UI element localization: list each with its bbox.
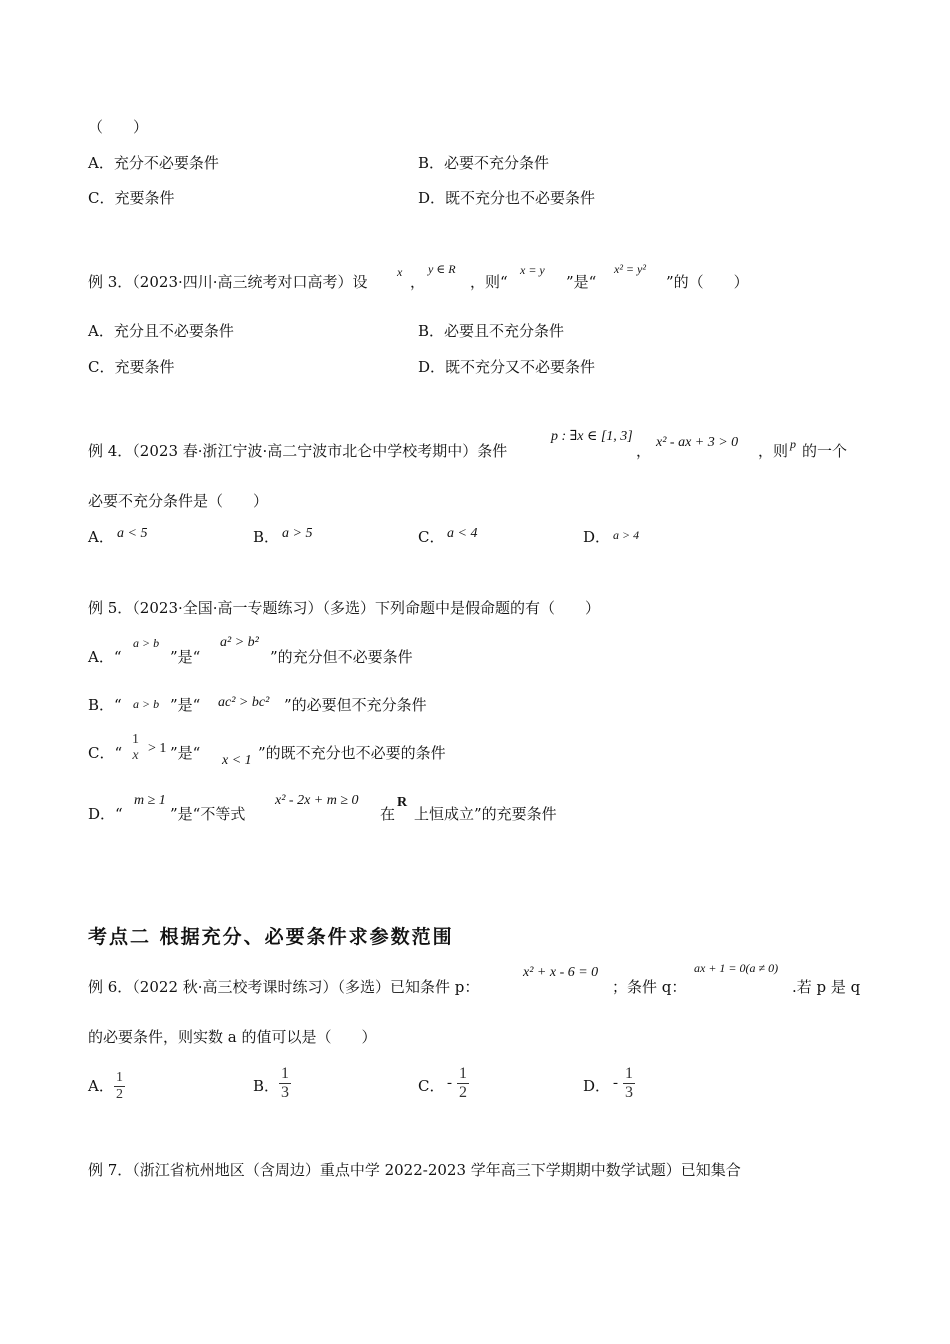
q4-comma: ，	[636, 442, 652, 460]
q5-option-a-cond1: a > b	[133, 636, 160, 650]
q5-option-c-fraction	[130, 732, 141, 764]
q5-option-c-den: x	[132, 748, 139, 763]
q2-option-c: C．充要条件	[88, 189, 175, 207]
q2-option-b: B．必要不充分条件	[418, 154, 550, 172]
q4-var-p: p	[790, 437, 796, 451]
q3-cond2: x² = y²	[614, 262, 646, 276]
q6-option-c-den: 2	[459, 1084, 467, 1101]
q5-option-b-cond1: a > b	[133, 697, 160, 711]
q5-option-b-end: ”的必要但不充分条件	[284, 696, 427, 714]
q3-option-b: B．必要且不充分条件	[418, 322, 565, 340]
q4-option-d: a > 4	[613, 528, 640, 542]
q3-var-x: x	[397, 265, 403, 279]
q4-option-d-label: D．	[583, 528, 611, 546]
q5-option-d-end: 上恒成立”的充要条件	[414, 805, 557, 823]
q6-option-b-label: B．	[253, 1077, 280, 1095]
q3-prefix: 例 3．（2023·四川·高三统考对口高考）设	[88, 273, 368, 291]
q6-option-c-label: C．	[418, 1077, 445, 1095]
q4-prefix: 例 4．（2023 春·浙江宁波·高二宁波市北仑中学校考期中）条件	[88, 442, 508, 460]
q5-option-c-num: 1	[132, 732, 139, 747]
q6-option-b-den: 3	[281, 1084, 289, 1101]
q6-option-c-sign: -	[447, 1075, 452, 1091]
q5-stem: 例 5．（2023·全国·高一专题练习）（多选）下列命题中是假命题的有（ ）	[88, 599, 601, 617]
q4-option-c-label: C．	[418, 528, 445, 546]
q5-option-a-label: A．“	[88, 648, 122, 666]
q3-is: ”是“	[566, 273, 597, 291]
q5-option-d-label: D．“	[88, 805, 123, 823]
q3-cond1: x = y	[520, 263, 545, 277]
q7-stem: 例 7．（浙江省杭州地区（含周边）重点中学 2022-2023 学年高三下学期期中数学试题）已知集合	[88, 1161, 741, 1179]
q6-prefix: 例 6．（2022 秋·高三校考课时练习）（多选）已知条件 p：	[88, 978, 480, 996]
q5-option-d-r: R	[397, 795, 408, 810]
q3-suffix: ”的（ ）	[666, 273, 749, 291]
q6-option-b-num: 1	[281, 1065, 289, 1082]
q6-option-b-fraction	[279, 1065, 291, 1102]
q6-option-c-num: 1	[459, 1065, 467, 1082]
q5-option-c-end: ”的既不充分也不必要的条件	[258, 744, 446, 762]
q5-option-b-mid: ”是“	[170, 696, 201, 714]
q6-option-a-label: A．	[88, 1077, 114, 1095]
q4-option-a: a < 5	[117, 526, 148, 541]
q6-line2: 的必要条件，则实数 a 的值可以是（ ）	[88, 1028, 377, 1046]
q5-option-c-gt: > 1	[148, 741, 167, 756]
q3-comma: ，	[410, 273, 426, 291]
q4-option-a-label: A．	[88, 528, 114, 546]
q4-option-b-label: B．	[253, 528, 280, 546]
q6-p-equation: x² + x - 6 = 0	[523, 965, 599, 980]
q6-option-d-fraction	[623, 1065, 635, 1102]
q4-cond-p: p : ∃x ∈ [1, 3]	[551, 429, 633, 444]
q5-option-d-in: 在	[380, 805, 396, 823]
q3-option-c: C．充要条件	[88, 358, 175, 376]
q4-option-b: a > 5	[282, 526, 313, 541]
q5-option-a-cond2: a² > b²	[220, 635, 259, 650]
q6-option-d-num: 1	[625, 1065, 633, 1082]
q3-y-in-r: y ∈ R	[428, 262, 456, 276]
q6-option-a-den: 2	[116, 1087, 123, 1102]
q6-suffix: .若 p 是 q	[792, 978, 861, 996]
q6-option-d-label: D．	[583, 1077, 611, 1095]
section-heading: 考点二 根据充分、必要条件求参数范围	[88, 926, 454, 948]
q5-option-d-mid: ”是“不等式	[170, 805, 246, 823]
q4-option-c: a < 4	[447, 526, 478, 541]
q2-option-d: D．既不充分也不必要条件	[418, 189, 596, 207]
q4-line2: 必要不充分条件是（ ）	[88, 492, 269, 510]
q3-option-d: D．既不充分又不必要条件	[418, 358, 596, 376]
q5-option-c-mid: ”是“	[170, 744, 201, 762]
q6-option-d-den: 3	[625, 1084, 633, 1101]
q6-q-equation: ax + 1 = 0(a ≠ 0)	[694, 961, 779, 975]
q3-then: ，则“	[470, 273, 508, 291]
q6-mid: ；条件 q：	[612, 978, 687, 996]
q5-option-c-label: C．“	[88, 744, 123, 762]
q5-option-d-cond1: m ≥ 1	[134, 793, 166, 808]
q4-inequality: x² - ax + 3 > 0	[656, 435, 739, 450]
q4-then: ，则	[758, 442, 789, 460]
q5-option-b-label: B．“	[88, 696, 122, 714]
q4-suffix: 的一个	[802, 442, 848, 460]
q2-option-a: A．充分不必要条件	[88, 154, 219, 172]
q5-option-a-end: ”的充分但不必要条件	[270, 648, 413, 666]
q3-option-a: A．充分且不必要条件	[88, 322, 234, 340]
q6-option-a-num: 1	[116, 1070, 123, 1085]
q5-option-b-cond2: ac² > bc²	[218, 695, 270, 710]
q2-paren: （ ）	[88, 118, 149, 136]
q6-option-a-fraction	[114, 1070, 125, 1103]
q5-option-a-mid: ”是“	[170, 648, 201, 666]
q6-option-c-fraction	[457, 1065, 469, 1102]
q6-option-d-sign: -	[613, 1075, 618, 1091]
q5-option-c-cond2: x < 1	[222, 753, 252, 768]
q5-option-d-inequality: x² - 2x + m ≥ 0	[275, 793, 359, 808]
